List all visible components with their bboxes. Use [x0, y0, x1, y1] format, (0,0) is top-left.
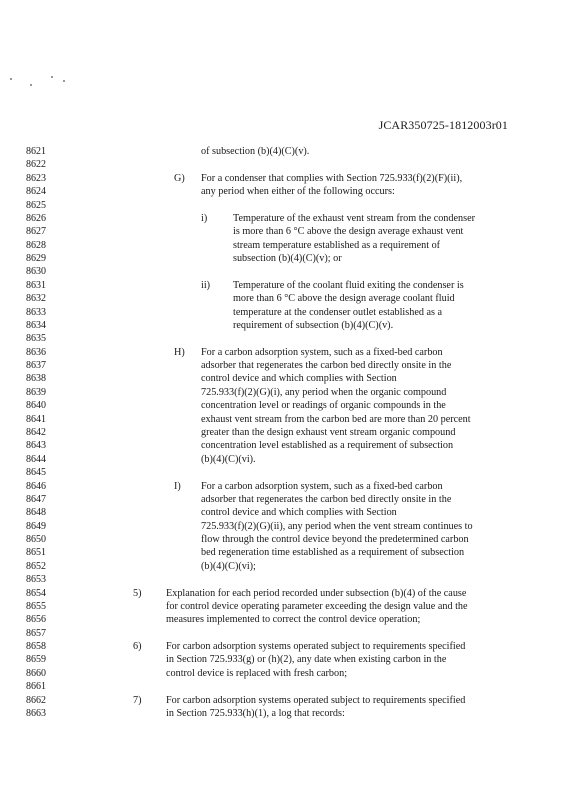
line-number: 8627 [26, 226, 46, 238]
line-text: adsorber that regenerates the carbon bed directly onsite in the [201, 493, 452, 505]
line-text: more than 6 °C above the design average coolant fluid [233, 293, 455, 305]
list-marker: I) [174, 480, 181, 492]
document-line [0, 306, 566, 319]
document-line [0, 292, 566, 305]
line-text: for control device operating parameter exceeding the design value and the [166, 600, 468, 612]
line-number: 8641 [26, 413, 46, 425]
document-line [0, 546, 566, 559]
document-line [0, 573, 566, 586]
document-line [0, 145, 566, 158]
line-number: 8631 [26, 279, 46, 291]
line-text: adsorber that regenerates the carbon bed directly onsite in the [201, 360, 452, 372]
line-number: 8657 [26, 627, 46, 639]
scan-speck [10, 78, 12, 80]
document-id-header: JCAR350725-1812003r01 [378, 118, 508, 132]
line-number: 8626 [26, 212, 46, 224]
line-number: 8635 [26, 333, 46, 345]
line-number: 8649 [26, 520, 46, 532]
list-marker: ii) [201, 279, 211, 291]
line-text: control device and which complies with Section [201, 373, 397, 385]
scan-speck [51, 76, 53, 78]
document-line [0, 453, 566, 466]
document-line [0, 587, 566, 600]
document-line [0, 694, 566, 707]
line-number: 8637 [26, 360, 46, 372]
line-text: stream temperature established as a requirement of [233, 239, 441, 251]
document-line [0, 279, 566, 292]
document-line [0, 252, 566, 265]
line-number: 8651 [26, 547, 46, 559]
document-line [0, 212, 566, 225]
line-text: For a condenser that complies with Section 725.933(f)(2)(F)(ii), [201, 172, 463, 184]
line-text: requirement of subsection (b)(4)(C)(v). [233, 319, 394, 331]
document-line [0, 346, 566, 359]
line-text: Temperature of the coolant fluid exiting the condenser is [233, 279, 464, 291]
line-number: 8636 [26, 346, 46, 358]
document-line [0, 533, 566, 546]
line-text: in Section 725.933(g) or (h)(2), any date when existing carbon in the [166, 654, 447, 666]
line-number: 8658 [26, 641, 46, 653]
line-text: temperature at the condenser outlet established as a [233, 306, 443, 318]
document-line [0, 439, 566, 452]
document-line [0, 413, 566, 426]
line-number: 8652 [26, 560, 46, 572]
document-line [0, 680, 566, 693]
line-number: 8662 [26, 694, 46, 706]
document-line [0, 520, 566, 533]
line-number: 8644 [26, 453, 46, 465]
document-line [0, 707, 566, 720]
line-number: 8630 [26, 266, 46, 278]
line-number: 8645 [26, 467, 46, 479]
line-text: in Section 725.933(h)(1), a log that records: [166, 707, 345, 719]
line-number: 8648 [26, 507, 46, 519]
line-text: control device and which complies with Section [201, 507, 397, 519]
line-number: 8654 [26, 587, 46, 599]
line-number: 8642 [26, 426, 46, 438]
line-number: 8639 [26, 386, 46, 398]
scan-speck [63, 80, 65, 82]
document-line [0, 480, 566, 493]
list-marker: 6) [133, 641, 142, 653]
document-line [0, 332, 566, 345]
line-text: measures implemented to correct the control device operation; [166, 614, 421, 626]
line-number: 8629 [26, 253, 46, 265]
line-number: 8659 [26, 654, 46, 666]
line-number: 8646 [26, 480, 46, 492]
document-line [0, 640, 566, 653]
list-marker: H) [174, 346, 185, 358]
line-text: any period when either of the following occurs: [201, 186, 395, 198]
line-number: 8656 [26, 614, 46, 626]
document-line [0, 359, 566, 372]
scan-speck [30, 84, 32, 86]
line-text: 725.933(f)(2)(G)(i), any period when the organic compound [201, 386, 447, 398]
line-text: bed regeneration time established as a requirement of subsection [201, 547, 465, 559]
line-number: 8634 [26, 319, 46, 331]
scan-specks [8, 72, 68, 92]
document-line [0, 426, 566, 439]
line-number: 8650 [26, 534, 46, 546]
line-number: 8640 [26, 400, 46, 412]
line-text: (b)(4)(C)(vi). [201, 453, 256, 465]
line-text: control device is replaced with fresh carbon; [166, 667, 348, 679]
list-marker: i) [201, 212, 208, 224]
list-marker: 5) [133, 587, 142, 599]
document-line [0, 613, 566, 626]
line-text: exhaust vent stream from the carbon bed are more than 20 percent [201, 413, 471, 425]
document-line [0, 239, 566, 252]
line-number: 8623 [26, 172, 46, 184]
line-number: 8622 [26, 159, 46, 171]
document-line [0, 466, 566, 479]
line-number: 8632 [26, 293, 46, 305]
line-number: 8621 [26, 146, 46, 157]
line-text: (b)(4)(C)(vi); [201, 560, 256, 572]
document-line [0, 399, 566, 412]
line-text: subsection (b)(4)(C)(v); or [233, 253, 342, 265]
line-number: 8653 [26, 574, 46, 586]
line-text: Explanation for each period recorded under subsection (b)(4) of the cause [166, 587, 467, 599]
line-number: 8660 [26, 667, 46, 679]
line-text: greater than the design exhaust vent stream organic compound [201, 426, 456, 438]
line-text: Temperature of the exhaust vent stream from the condenser [233, 212, 475, 224]
document-line [0, 506, 566, 519]
document-line [0, 172, 566, 185]
line-number: 8638 [26, 373, 46, 385]
line-text: of subsection (b)(4)(C)(v). [201, 146, 310, 157]
line-number: 8643 [26, 440, 46, 452]
document-line [0, 319, 566, 332]
document-line [0, 265, 566, 278]
line-text: concentration level established as a requirement of subsection [201, 440, 454, 452]
document-line [0, 199, 566, 212]
line-number: 8624 [26, 186, 46, 198]
line-number: 8633 [26, 306, 46, 318]
line-text: flow through the control device beyond the predetermined carbon [201, 534, 469, 546]
line-text: is more than 6 °C above the design average exhaust vent [233, 226, 464, 238]
line-text: For a carbon adsorption system, such as a fixed-bed carbon [201, 480, 443, 492]
document-line [0, 158, 566, 171]
line-text: For carbon adsorption systems operated subject to requirements specified [166, 694, 466, 706]
line-number: 8655 [26, 600, 46, 612]
line-number: 8628 [26, 239, 46, 251]
line-number: 8647 [26, 493, 46, 505]
document-line [0, 667, 566, 680]
document-line [0, 627, 566, 640]
line-text: For carbon adsorption systems operated subject to requirements specified [166, 641, 466, 653]
document-line [0, 225, 566, 238]
line-number: 8625 [26, 199, 46, 211]
list-marker: G) [174, 172, 185, 184]
list-marker: 7) [133, 694, 142, 706]
line-text: 725.933(f)(2)(G)(ii), any period when the vent stream continues to [201, 520, 473, 532]
line-number: 8661 [26, 681, 46, 693]
document-line [0, 372, 566, 385]
line-number: 8663 [26, 707, 46, 719]
document-line [0, 185, 566, 198]
document-line [0, 560, 566, 573]
document-line [0, 493, 566, 506]
document-line [0, 600, 566, 613]
line-text: For a carbon adsorption system, such as a fixed-bed carbon [201, 346, 443, 358]
document-line [0, 653, 566, 666]
line-text: concentration level or readings of organic compounds in the [201, 400, 446, 412]
document-line [0, 386, 566, 399]
